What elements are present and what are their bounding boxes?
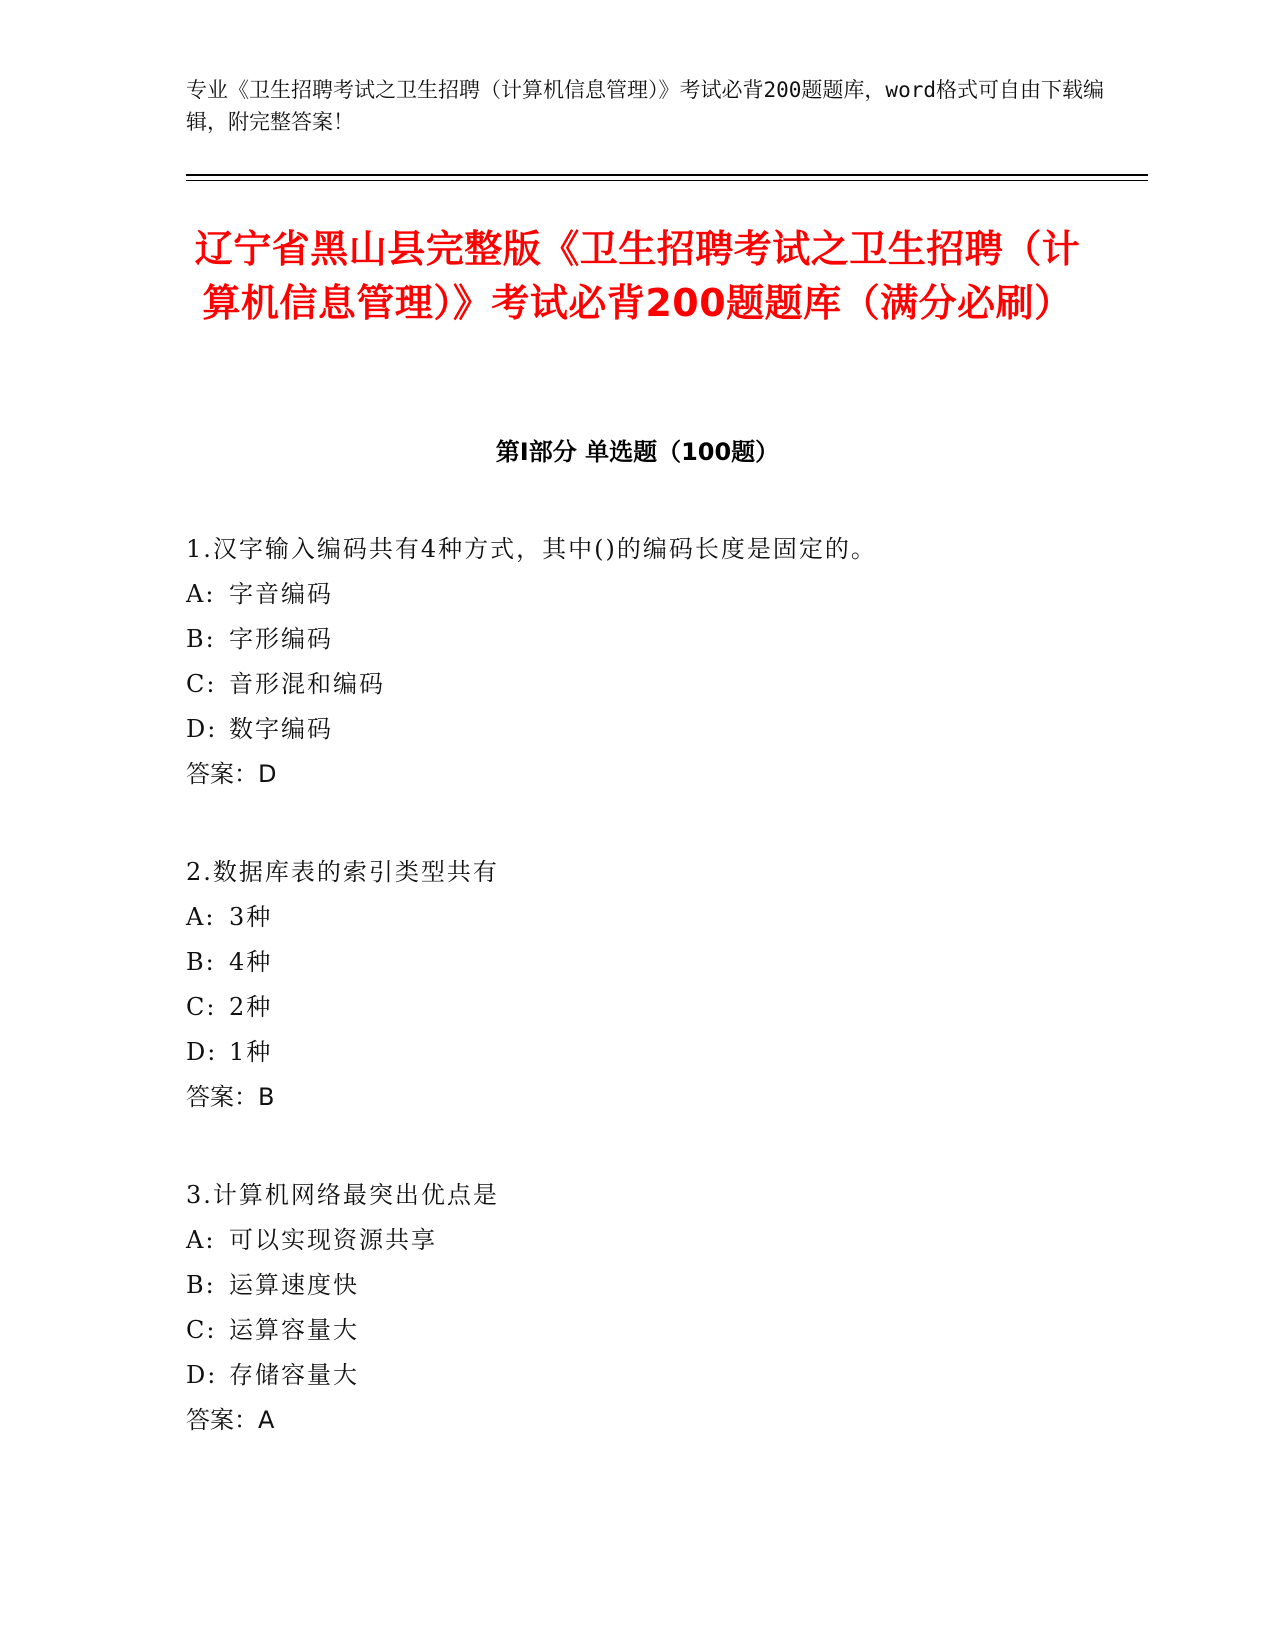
option-key: C: — [186, 1316, 217, 1344]
option-d — [186, 1030, 1089, 1075]
option-a — [186, 572, 1089, 617]
option-text: 数字编码 — [229, 715, 333, 743]
question-item — [186, 527, 1089, 797]
option-text: 运算容量大 — [229, 1316, 359, 1344]
option-text: 可以实现资源共享 — [229, 1226, 437, 1254]
header-note: 专业《卫生招聘考试之卫生招聘（计算机信息管理）》考试必背200题题库，word格式可自由下载编辑，附完整答案！ — [186, 78, 1104, 134]
option-a — [186, 895, 1089, 940]
answer-value: B — [258, 1083, 275, 1111]
option-key: A: — [186, 1226, 216, 1254]
header-divider-thick — [186, 174, 1148, 176]
option-text: 3种 — [229, 903, 273, 931]
option-key: D: — [186, 1361, 218, 1389]
option-text: 4种 — [229, 948, 273, 976]
option-b — [186, 617, 1089, 662]
document-title: 辽宁省黑山县完整版《卫生招聘考试之卫生招聘（计算机信息管理）》考试必背200题题库（满分必刷） — [194, 227, 1081, 325]
answer-line — [186, 1075, 1089, 1120]
option-key: C: — [186, 993, 217, 1021]
section-title: 第Ⅰ部分 单选题（100题） — [495, 438, 780, 466]
option-key: B: — [186, 948, 216, 976]
option-key: C: — [186, 670, 217, 698]
option-text: 存储容量大 — [229, 1361, 359, 1389]
option-key: B: — [186, 1271, 216, 1299]
option-c — [186, 662, 1089, 707]
option-key: B: — [186, 625, 216, 653]
question-stem: 2.数据库表的索引类型共有 — [186, 858, 499, 886]
answer-value: A — [258, 1406, 275, 1434]
question-stem: 3.计算机网络最突出优点是 — [186, 1181, 499, 1209]
option-b — [186, 940, 1089, 985]
option-text: 2种 — [229, 993, 273, 1021]
question-stem: 1.汉字输入编码共有4种方式，其中()的编码长度是固定的。 — [186, 535, 877, 563]
option-text: 音形混和编码 — [229, 670, 385, 698]
option-b — [186, 1263, 1089, 1308]
option-d — [186, 1353, 1089, 1398]
option-c — [186, 1308, 1089, 1353]
answer-value: D — [258, 760, 277, 788]
option-d — [186, 707, 1089, 752]
option-key: D: — [186, 715, 218, 743]
option-c — [186, 985, 1089, 1030]
option-a — [186, 1218, 1089, 1263]
option-key: A: — [186, 903, 216, 931]
option-text: 运算速度快 — [229, 1271, 359, 1299]
answer-line — [186, 1398, 1089, 1443]
option-key: D: — [186, 1038, 218, 1066]
question-list — [186, 527, 1089, 1496]
option-text: 字形编码 — [229, 625, 333, 653]
header-divider-thin — [186, 180, 1148, 181]
answer-line — [186, 752, 1089, 797]
option-text: 字音编码 — [229, 580, 333, 608]
question-item — [186, 1173, 1089, 1443]
answer-label: 答案： — [186, 760, 258, 788]
option-key: A: — [186, 580, 216, 608]
answer-label: 答案： — [186, 1083, 258, 1111]
option-text: 1种 — [229, 1038, 273, 1066]
answer-label: 答案： — [186, 1406, 258, 1434]
question-item — [186, 850, 1089, 1120]
